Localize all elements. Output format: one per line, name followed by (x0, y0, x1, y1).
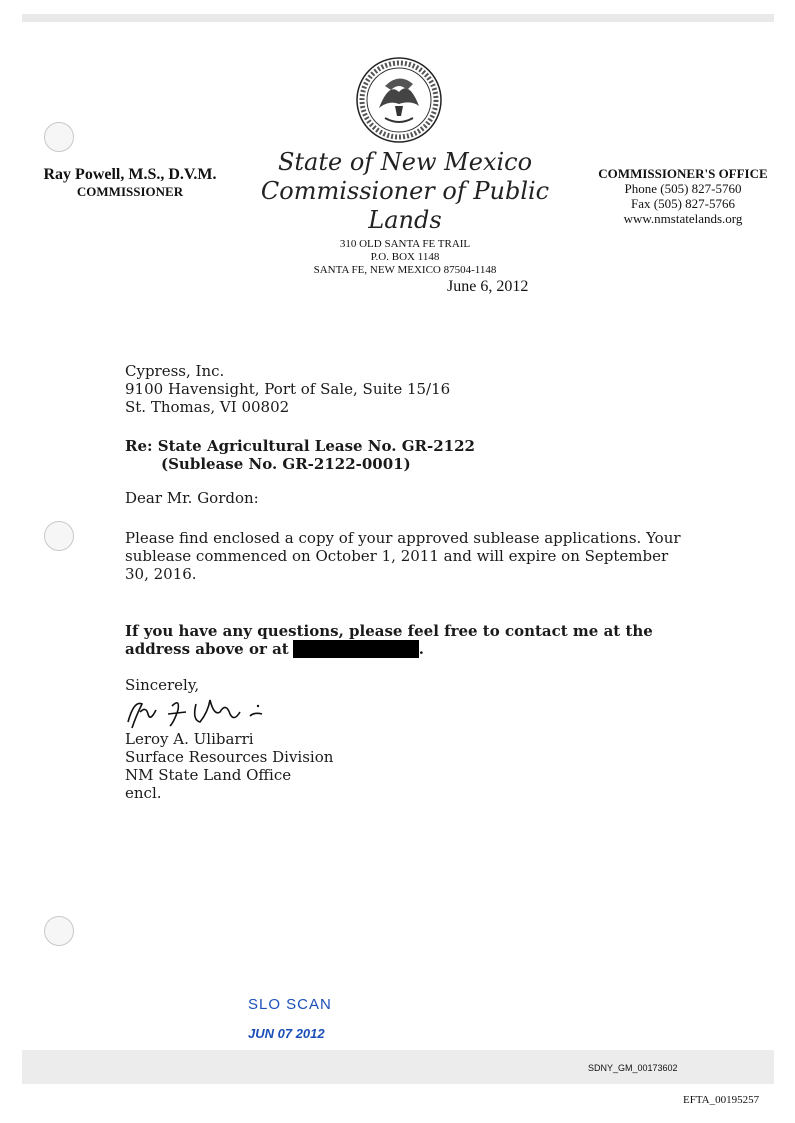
office-phone: Phone (505) 827-5760 (624, 181, 742, 196)
recipient-line: St. Thomas, VI 00802 (125, 398, 290, 416)
letterhead-address (240, 238, 570, 277)
recipient-address (125, 362, 695, 416)
letter-date: June 6, 2012 (447, 278, 529, 295)
salutation: Dear Mr. Gordon: (125, 489, 259, 507)
signer-line: NM State Land Office (125, 766, 292, 784)
office-contact-block (595, 166, 771, 226)
stamp-date: JUN 07 2012 (248, 1026, 325, 1041)
scan-stamp (248, 996, 332, 1041)
commissioner-name: Ray Powell, M.S., D.V.M. (43, 166, 217, 183)
signer-line: encl. (125, 784, 162, 802)
agency-title-line2: Commissioner of Public Lands (260, 177, 550, 234)
subject-line (125, 437, 695, 473)
subject-sublease: (Sublease No. GR-2122-0001) (161, 455, 411, 473)
address-line: SANTA FE, NEW MEXICO 87504-1148 (313, 264, 497, 276)
address-line: 310 OLD SANTA FE TRAIL (339, 238, 471, 250)
bates-number: SDNY_GM_00173602 (588, 1063, 678, 1073)
commissioner-title: COMMISSIONER (76, 184, 184, 199)
letterhead-center (240, 148, 570, 277)
office-website: www.nmstatelands.org (623, 211, 743, 226)
signer-line: Leroy A. Ulibarri (125, 730, 254, 748)
commissioner-block (38, 166, 222, 200)
signature-block (125, 730, 695, 802)
recipient-line: 9100 Havensight, Port of Sale, Suite 15/16 (125, 380, 451, 398)
body-paragraph: Please find enclosed a copy of your approved sublease applications. Your sublease commenced on October 1, 2011 and will expire on September 30, 2016. (125, 529, 681, 583)
address-line: P.O. BOX 1148 (370, 251, 440, 263)
state-seal-icon (355, 56, 443, 144)
contact-paragraph (125, 622, 683, 658)
scan-edge-top (22, 14, 774, 22)
signature-icon (122, 692, 272, 732)
contact-text-end: . (418, 640, 424, 658)
recipient-line: Cypress, Inc. (125, 362, 225, 380)
punch-hole (44, 122, 74, 152)
stamp-label: SLO SCAN (248, 996, 332, 1013)
office-title: COMMISSIONER'S OFFICE (598, 166, 768, 181)
closing: Sincerely, (125, 676, 200, 694)
punch-hole (44, 916, 74, 946)
contact-text: If you have any questions, please feel free to contact me at the address above or at (125, 622, 653, 658)
efta-number: EFTA_00195257 (683, 1094, 760, 1106)
redaction-box (293, 640, 419, 658)
office-fax: Fax (505) 827-5766 (631, 196, 735, 211)
subject-lease: Re: State Agricultural Lease No. GR-2122 (125, 437, 475, 455)
punch-hole (44, 521, 74, 551)
signer-line: Surface Resources Division (125, 748, 334, 766)
agency-title-line1: State of New Mexico (277, 148, 533, 176)
